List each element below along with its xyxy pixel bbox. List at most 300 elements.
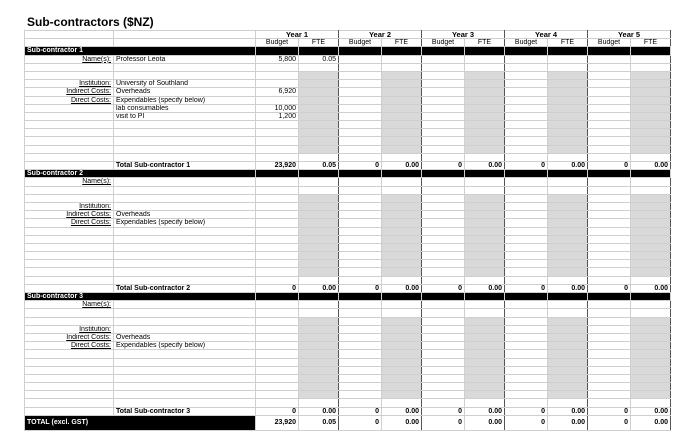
budget-cell-year-2[interactable]: [339, 325, 382, 333]
row-label-cell[interactable]: [25, 227, 114, 235]
fte-cell-year-5[interactable]: [631, 112, 671, 120]
fte-cell-year-2[interactable]: 0.00: [382, 284, 422, 292]
fte-cell-year-1[interactable]: [299, 219, 339, 227]
row-label-cell[interactable]: [25, 71, 114, 79]
budget-cell-year-3[interactable]: [422, 71, 465, 79]
budget-cell-year-3[interactable]: [422, 88, 465, 96]
fte-cell-year-5[interactable]: [631, 309, 671, 317]
row-label-cell[interactable]: [25, 153, 114, 161]
row-text-cell[interactable]: [114, 366, 256, 374]
fte-cell-year-2[interactable]: [382, 153, 422, 161]
fte-cell-year-4[interactable]: [548, 137, 588, 145]
header-bar-cell[interactable]: [588, 47, 631, 55]
header-bar-cell[interactable]: [256, 47, 299, 55]
budget-cell-year-2[interactable]: [339, 121, 382, 129]
fte-cell-year-4[interactable]: [548, 227, 588, 235]
budget-cell-year-4[interactable]: [505, 194, 548, 202]
fte-cell-year-3[interactable]: [465, 202, 505, 210]
budget-cell-year-1[interactable]: [256, 186, 299, 194]
header-bar-cell[interactable]: [548, 293, 588, 301]
budget-cell-year-1[interactable]: [256, 211, 299, 219]
budget-cell-year-4[interactable]: [505, 153, 548, 161]
budget-cell-year-1[interactable]: [256, 121, 299, 129]
fte-cell-year-3[interactable]: [465, 374, 505, 382]
fte-cell-year-4[interactable]: [548, 374, 588, 382]
blank-cell[interactable]: [25, 31, 114, 39]
header-bar-cell[interactable]: [382, 170, 422, 178]
budget-cell-year-2[interactable]: [339, 71, 382, 79]
fte-cell-year-5[interactable]: [631, 104, 671, 112]
fte-cell-year-4[interactable]: [548, 301, 588, 309]
fte-cell-year-5[interactable]: [631, 137, 671, 145]
institution-label[interactable]: Institution:: [25, 80, 114, 88]
row-text-cell[interactable]: [114, 71, 256, 79]
budget-cell-year-1[interactable]: [256, 358, 299, 366]
row-label-cell[interactable]: [25, 145, 114, 153]
budget-cell-year-3[interactable]: [422, 202, 465, 210]
budget-cell-year-5[interactable]: [588, 194, 631, 202]
fte-cell-year-5[interactable]: [631, 366, 671, 374]
budget-cell-year-4[interactable]: [505, 55, 548, 63]
fte-cell-year-1[interactable]: [299, 268, 339, 276]
fte-cell-year-1[interactable]: [299, 202, 339, 210]
name-value[interactable]: Professor Leota: [114, 55, 256, 63]
fte-cell-year-1[interactable]: [299, 333, 339, 341]
fte-cell-year-3[interactable]: [465, 350, 505, 358]
fte-cell-year-4[interactable]: [548, 71, 588, 79]
indirect-costs-label[interactable]: Indirect Costs:: [25, 88, 114, 96]
fte-cell-year-1[interactable]: [299, 276, 339, 284]
name-value[interactable]: [114, 301, 256, 309]
row-text-cell[interactable]: [114, 63, 256, 71]
fte-cell-year-1[interactable]: [299, 129, 339, 137]
grand-fte-year-1[interactable]: 0.05: [299, 415, 339, 430]
budget-cell-year-4[interactable]: [505, 211, 548, 219]
fte-cell-year-4[interactable]: [548, 96, 588, 104]
fte-cell-year-3[interactable]: 0.00: [465, 162, 505, 170]
budget-cell-year-3[interactable]: [422, 186, 465, 194]
fte-cell-year-2[interactable]: [382, 96, 422, 104]
budget-cell-year-1[interactable]: 1,200: [256, 112, 299, 120]
row-text-cell[interactable]: [114, 186, 256, 194]
budget-cell-year-2[interactable]: [339, 301, 382, 309]
header-bar-cell[interactable]: [588, 293, 631, 301]
fte-cell-year-3[interactable]: [465, 383, 505, 391]
header-bar-cell[interactable]: [422, 47, 465, 55]
names-label[interactable]: Name(s):: [25, 55, 114, 63]
budget-cell-year-5[interactable]: [588, 55, 631, 63]
fte-cell-year-3[interactable]: [465, 104, 505, 112]
budget-cell-year-4[interactable]: [505, 317, 548, 325]
fte-cell-year-4[interactable]: [548, 55, 588, 63]
fte-cell-year-5[interactable]: [631, 219, 671, 227]
budget-cell-year-1[interactable]: [256, 153, 299, 161]
budget-cell-year-3[interactable]: [422, 309, 465, 317]
fte-cell-year-4[interactable]: [548, 219, 588, 227]
fte-cell-year-1[interactable]: [299, 317, 339, 325]
header-bar-cell[interactable]: [548, 47, 588, 55]
indirect-costs-label[interactable]: Indirect Costs:: [25, 333, 114, 341]
budget-cell-year-3[interactable]: 0: [422, 284, 465, 292]
institution-value[interactable]: [114, 202, 256, 210]
fte-cell-year-5[interactable]: [631, 374, 671, 382]
fte-cell-year-1[interactable]: [299, 383, 339, 391]
budget-cell-year-1[interactable]: [256, 63, 299, 71]
header-bar-cell[interactable]: [505, 170, 548, 178]
budget-cell-year-3[interactable]: [422, 268, 465, 276]
fte-cell-year-4[interactable]: [548, 211, 588, 219]
fte-cell-year-1[interactable]: [299, 145, 339, 153]
fte-cell-year-2[interactable]: [382, 342, 422, 350]
row-label-cell[interactable]: [25, 104, 114, 112]
budget-cell-year-1[interactable]: [256, 219, 299, 227]
budget-cell-year-2[interactable]: [339, 178, 382, 186]
budget-cell-year-2[interactable]: [339, 366, 382, 374]
budget-cell-year-3[interactable]: [422, 276, 465, 284]
blank-cell[interactable]: [114, 31, 256, 39]
fte-cell-year-1[interactable]: [299, 153, 339, 161]
budget-cell-year-4[interactable]: [505, 325, 548, 333]
budget-cell-year-4[interactable]: [505, 178, 548, 186]
expense-item-label[interactable]: lab consumables: [114, 104, 256, 112]
fte-cell-year-2[interactable]: [382, 121, 422, 129]
grand-fte-year-3[interactable]: 0.00: [465, 415, 505, 430]
fte-cell-year-3[interactable]: [465, 268, 505, 276]
fte-cell-year-3[interactable]: [465, 325, 505, 333]
fte-cell-year-4[interactable]: [548, 121, 588, 129]
fte-cell-year-5[interactable]: [631, 121, 671, 129]
budget-cell-year-1[interactable]: [256, 178, 299, 186]
fte-cell-year-4[interactable]: [548, 268, 588, 276]
row-text-cell[interactable]: [114, 227, 256, 235]
header-bar-cell[interactable]: [631, 170, 671, 178]
budget-cell-year-4[interactable]: [505, 112, 548, 120]
fte-cell-year-2[interactable]: [382, 276, 422, 284]
budget-cell-year-3[interactable]: [422, 194, 465, 202]
budget-cell-year-1[interactable]: [256, 202, 299, 210]
fte-cell-year-1[interactable]: [299, 63, 339, 71]
header-bar-cell[interactable]: [256, 293, 299, 301]
row-text-cell[interactable]: [114, 399, 256, 407]
fte-cell-year-2[interactable]: [382, 301, 422, 309]
fte-cell-year-1[interactable]: [299, 374, 339, 382]
budget-cell-year-5[interactable]: [588, 219, 631, 227]
institution-label[interactable]: Institution:: [25, 202, 114, 210]
fte-cell-year-5[interactable]: [631, 358, 671, 366]
budget-cell-year-4[interactable]: [505, 80, 548, 88]
budget-cell-year-3[interactable]: [422, 104, 465, 112]
institution-value[interactable]: [114, 325, 256, 333]
budget-cell-year-2[interactable]: [339, 342, 382, 350]
budget-cell-year-4[interactable]: [505, 243, 548, 251]
fte-cell-year-2[interactable]: [382, 309, 422, 317]
budget-cell-year-5[interactable]: [588, 252, 631, 260]
budget-cell-year-2[interactable]: [339, 383, 382, 391]
row-text-cell[interactable]: [114, 145, 256, 153]
budget-cell-year-2[interactable]: [339, 219, 382, 227]
budget-cell-year-3[interactable]: [422, 178, 465, 186]
fte-cell-year-1[interactable]: [299, 194, 339, 202]
fte-cell-year-2[interactable]: [382, 202, 422, 210]
fte-cell-year-3[interactable]: [465, 342, 505, 350]
fte-cell-year-3[interactable]: [465, 317, 505, 325]
budget-cell-year-4[interactable]: [505, 260, 548, 268]
fte-cell-year-2[interactable]: 0.00: [382, 162, 422, 170]
row-label-cell[interactable]: [25, 260, 114, 268]
fte-cell-year-3[interactable]: [465, 186, 505, 194]
fte-cell-year-4[interactable]: [548, 178, 588, 186]
row-text-cell[interactable]: [114, 268, 256, 276]
fte-cell-year-4[interactable]: [548, 243, 588, 251]
budget-cell-year-5[interactable]: [588, 333, 631, 341]
header-bar-cell[interactable]: [299, 293, 339, 301]
budget-cell-year-1[interactable]: [256, 383, 299, 391]
header-bar-cell[interactable]: [422, 170, 465, 178]
budget-cell-year-5[interactable]: [588, 391, 631, 399]
budget-cell-year-4[interactable]: [505, 63, 548, 71]
header-bar-cell[interactable]: [465, 170, 505, 178]
budget-cell-year-5[interactable]: [588, 358, 631, 366]
budget-cell-year-2[interactable]: [339, 399, 382, 407]
budget-cell-year-1[interactable]: 5,800: [256, 55, 299, 63]
fte-cell-year-3[interactable]: [465, 366, 505, 374]
fte-cell-year-3[interactable]: [465, 145, 505, 153]
fte-cell-year-1[interactable]: [299, 178, 339, 186]
fte-cell-year-3[interactable]: [465, 243, 505, 251]
row-label-cell[interactable]: [25, 374, 114, 382]
header-bar-cell[interactable]: [505, 47, 548, 55]
budget-cell-year-1[interactable]: 10,000: [256, 104, 299, 112]
header-bar-cell[interactable]: [382, 47, 422, 55]
fte-cell-year-5[interactable]: [631, 96, 671, 104]
row-label-cell[interactable]: [25, 112, 114, 120]
header-bar-cell[interactable]: [588, 170, 631, 178]
header-bar-cell[interactable]: [548, 170, 588, 178]
budget-cell-year-5[interactable]: [588, 137, 631, 145]
fte-cell-year-4[interactable]: [548, 252, 588, 260]
fte-cell-year-3[interactable]: [465, 137, 505, 145]
fte-cell-year-5[interactable]: [631, 260, 671, 268]
row-label-cell[interactable]: [25, 366, 114, 374]
total-label[interactable]: Total Sub-contractor 2: [114, 284, 256, 292]
budget-cell-year-4[interactable]: [505, 252, 548, 260]
row-text-cell[interactable]: [114, 276, 256, 284]
fte-cell-year-2[interactable]: [382, 260, 422, 268]
budget-cell-year-3[interactable]: [422, 317, 465, 325]
row-text-cell[interactable]: [114, 243, 256, 251]
fte-cell-year-4[interactable]: [548, 104, 588, 112]
fte-cell-year-5[interactable]: [631, 202, 671, 210]
institution-label[interactable]: Institution:: [25, 325, 114, 333]
budget-cell-year-5[interactable]: [588, 112, 631, 120]
direct-costs-label[interactable]: Direct Costs:: [25, 96, 114, 104]
fte-cell-year-4[interactable]: 0.00: [548, 284, 588, 292]
budget-cell-year-1[interactable]: [256, 309, 299, 317]
fte-cell-year-5[interactable]: [631, 325, 671, 333]
fte-cell-year-3[interactable]: [465, 194, 505, 202]
budget-cell-year-5[interactable]: 0: [588, 284, 631, 292]
fte-cell-year-2[interactable]: [382, 366, 422, 374]
row-text-cell[interactable]: [114, 350, 256, 358]
budget-cell-year-5[interactable]: [588, 88, 631, 96]
budget-cell-year-2[interactable]: [339, 391, 382, 399]
fte-cell-year-2[interactable]: [382, 350, 422, 358]
budget-cell-year-4[interactable]: [505, 227, 548, 235]
budget-cell-year-2[interactable]: [339, 333, 382, 341]
row-text-cell[interactable]: [114, 137, 256, 145]
fte-cell-year-5[interactable]: [631, 88, 671, 96]
budget-cell-year-3[interactable]: [422, 63, 465, 71]
fte-cell-year-1[interactable]: [299, 325, 339, 333]
budget-cell-year-3[interactable]: [422, 374, 465, 382]
budget-cell-year-2[interactable]: 0: [339, 284, 382, 292]
fte-cell-year-5[interactable]: [631, 153, 671, 161]
budget-cell-year-1[interactable]: [256, 194, 299, 202]
fte-cell-year-2[interactable]: [382, 383, 422, 391]
budget-cell-year-1[interactable]: [256, 333, 299, 341]
budget-cell-year-1[interactable]: [256, 235, 299, 243]
budget-cell-year-1[interactable]: 6,920: [256, 88, 299, 96]
fte-cell-year-4[interactable]: [548, 112, 588, 120]
fte-cell-year-5[interactable]: [631, 63, 671, 71]
row-label-cell[interactable]: [25, 121, 114, 129]
fte-cell-year-3[interactable]: [465, 301, 505, 309]
budget-cell-year-5[interactable]: [588, 374, 631, 382]
budget-cell-year-5[interactable]: [588, 350, 631, 358]
fte-cell-year-2[interactable]: [382, 333, 422, 341]
fte-cell-year-2[interactable]: 0.00: [382, 407, 422, 415]
fte-cell-year-5[interactable]: [631, 301, 671, 309]
fte-cell-year-4[interactable]: [548, 342, 588, 350]
fte-cell-year-5[interactable]: [631, 55, 671, 63]
grand-budget-year-2[interactable]: 0: [339, 415, 382, 430]
budget-cell-year-3[interactable]: [422, 399, 465, 407]
budget-cell-year-1[interactable]: [256, 227, 299, 235]
budget-cell-year-3[interactable]: [422, 366, 465, 374]
fte-cell-year-3[interactable]: 0.00: [465, 407, 505, 415]
fte-cell-year-3[interactable]: [465, 260, 505, 268]
budget-cell-year-1[interactable]: [256, 301, 299, 309]
budget-cell-year-2[interactable]: [339, 96, 382, 104]
fte-cell-year-2[interactable]: [382, 227, 422, 235]
budget-cell-year-1[interactable]: [256, 268, 299, 276]
row-label-cell[interactable]: [25, 284, 114, 292]
budget-cell-year-2[interactable]: 0: [339, 407, 382, 415]
row-label-cell[interactable]: [25, 186, 114, 194]
fte-cell-year-5[interactable]: [631, 268, 671, 276]
budget-cell-year-2[interactable]: [339, 194, 382, 202]
budget-cell-year-3[interactable]: [422, 112, 465, 120]
budget-cell-year-3[interactable]: [422, 252, 465, 260]
header-bar-cell[interactable]: [339, 170, 382, 178]
fte-cell-year-5[interactable]: [631, 186, 671, 194]
institution-value[interactable]: University of Southland: [114, 80, 256, 88]
budget-cell-year-2[interactable]: [339, 104, 382, 112]
header-bar-cell[interactable]: [631, 47, 671, 55]
fte-cell-year-3[interactable]: [465, 96, 505, 104]
row-label-cell[interactable]: [25, 63, 114, 71]
fte-cell-year-2[interactable]: [382, 325, 422, 333]
budget-cell-year-2[interactable]: [339, 227, 382, 235]
budget-cell-year-2[interactable]: [339, 211, 382, 219]
budget-cell-year-1[interactable]: [256, 260, 299, 268]
fte-cell-year-5[interactable]: [631, 227, 671, 235]
budget-cell-year-2[interactable]: [339, 243, 382, 251]
row-text-cell[interactable]: [114, 358, 256, 366]
budget-cell-year-2[interactable]: [339, 317, 382, 325]
fte-cell-year-3[interactable]: [465, 227, 505, 235]
fte-cell-year-4[interactable]: [548, 153, 588, 161]
fte-cell-year-2[interactable]: [382, 80, 422, 88]
budget-cell-year-2[interactable]: [339, 186, 382, 194]
fte-cell-year-4[interactable]: [548, 186, 588, 194]
fte-cell-year-4[interactable]: [548, 366, 588, 374]
budget-cell-year-4[interactable]: [505, 137, 548, 145]
fte-cell-year-3[interactable]: [465, 276, 505, 284]
blank-cell[interactable]: [114, 39, 256, 47]
budget-cell-year-5[interactable]: [588, 104, 631, 112]
total-label[interactable]: Total Sub-contractor 1: [114, 162, 256, 170]
fte-cell-year-4[interactable]: [548, 358, 588, 366]
row-text-cell[interactable]: [114, 309, 256, 317]
budget-cell-year-4[interactable]: [505, 366, 548, 374]
budget-cell-year-5[interactable]: [588, 178, 631, 186]
fte-cell-year-5[interactable]: [631, 194, 671, 202]
budget-cell-year-4[interactable]: 0: [505, 162, 548, 170]
budget-cell-year-5[interactable]: [588, 243, 631, 251]
budget-cell-year-1[interactable]: [256, 342, 299, 350]
fte-cell-year-1[interactable]: [299, 121, 339, 129]
fte-cell-year-1[interactable]: [299, 211, 339, 219]
fte-cell-year-3[interactable]: [465, 112, 505, 120]
grand-budget-year-4[interactable]: 0: [505, 415, 548, 430]
budget-cell-year-5[interactable]: [588, 121, 631, 129]
fte-cell-year-4[interactable]: [548, 88, 588, 96]
fte-cell-year-2[interactable]: [382, 235, 422, 243]
fte-cell-year-2[interactable]: [382, 268, 422, 276]
budget-cell-year-5[interactable]: [588, 301, 631, 309]
budget-cell-year-4[interactable]: [505, 358, 548, 366]
header-bar-cell[interactable]: [465, 47, 505, 55]
fte-cell-year-2[interactable]: [382, 252, 422, 260]
budget-cell-year-4[interactable]: [505, 309, 548, 317]
budget-cell-year-3[interactable]: [422, 137, 465, 145]
fte-cell-year-4[interactable]: [548, 80, 588, 88]
header-bar-cell[interactable]: [465, 293, 505, 301]
budget-cell-year-5[interactable]: [588, 80, 631, 88]
budget-cell-year-4[interactable]: [505, 333, 548, 341]
fte-cell-year-3[interactable]: [465, 88, 505, 96]
fte-cell-year-2[interactable]: [382, 129, 422, 137]
fte-cell-year-5[interactable]: [631, 145, 671, 153]
budget-cell-year-4[interactable]: 0: [505, 407, 548, 415]
fte-cell-year-5[interactable]: [631, 342, 671, 350]
budget-cell-year-4[interactable]: [505, 96, 548, 104]
fte-cell-year-2[interactable]: [382, 391, 422, 399]
fte-cell-year-5[interactable]: 0.00: [631, 284, 671, 292]
grand-fte-year-5[interactable]: 0.00: [631, 415, 671, 430]
budget-cell-year-1[interactable]: [256, 145, 299, 153]
budget-cell-year-4[interactable]: [505, 88, 548, 96]
fte-cell-year-5[interactable]: [631, 243, 671, 251]
budget-cell-year-4[interactable]: [505, 383, 548, 391]
budget-cell-year-5[interactable]: [588, 96, 631, 104]
fte-cell-year-5[interactable]: 0.00: [631, 407, 671, 415]
fte-cell-year-1[interactable]: [299, 80, 339, 88]
fte-cell-year-2[interactable]: [382, 219, 422, 227]
fte-cell-year-5[interactable]: [631, 80, 671, 88]
fte-cell-year-1[interactable]: [299, 137, 339, 145]
